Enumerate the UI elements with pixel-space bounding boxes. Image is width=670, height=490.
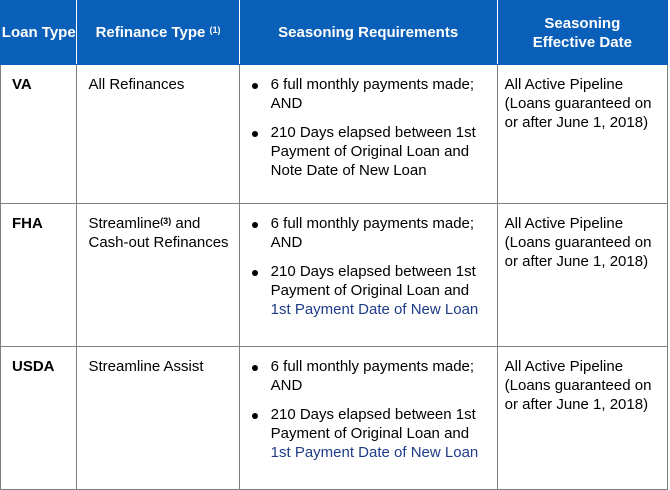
bullet-icon <box>252 413 258 419</box>
requirements-cell <box>239 65 497 204</box>
table-row-va <box>1 65 668 204</box>
bullet-icon <box>252 270 258 276</box>
header-refinance-type: Refinance Type $^{(1)}$ <box>77 1 239 65</box>
list-item: 6 full monthly payments made; AND <box>250 214 491 252</box>
bullet-icon <box>252 365 258 371</box>
refinance-type-cell: Streamline Assist <box>77 347 239 490</box>
first-payment-date-text: 1st Payment Date of New Loan <box>270 301 479 318</box>
requirements-cell <box>239 204 497 347</box>
list-item: 210 Days elapsed between 1st Payment of Original Loan and 1st Payment Date of New Loan <box>250 262 491 319</box>
bullet-icon <box>252 222 258 228</box>
refinance-type-cell: Streamline$^{(3)}$ and Cash-out Refinances <box>77 204 239 347</box>
list-item: 6 full monthly payments made; AND <box>250 357 491 395</box>
effective-date-cell: All Active Pipeline (Loans guaranteed on or after June 1, 2018) <box>497 204 667 347</box>
list-item: 6 full monthly payments made; AND <box>250 75 491 113</box>
table-row-fha <box>1 204 668 347</box>
loan-type-cell: VA <box>1 65 77 204</box>
refinance-type-cell: All Refinances <box>77 65 239 204</box>
header-seasoning-requirements: Seasoning Requirements <box>239 1 497 65</box>
effective-date-cell: All Active Pipeline (Loans guaranteed on or after June 1, 2018) <box>497 65 667 204</box>
effective-date-cell: All Active Pipeline (Loans guaranteed on or after June 1, 2018) <box>497 347 667 490</box>
footnote-marker: (1) <box>209 25 221 35</box>
requirements-list <box>250 214 491 319</box>
table-row-usda <box>1 347 668 490</box>
loan-type-cell: USDA <box>1 347 77 490</box>
bullet-icon <box>252 131 258 137</box>
footnote-marker: (3) <box>160 216 172 226</box>
loan-type-cell: FHA <box>1 204 77 347</box>
list-item: 210 Days elapsed between 1st Payment of Original Loan and Note Date of New Loan <box>250 123 491 180</box>
bullet-icon <box>252 83 258 89</box>
requirements-list <box>250 75 491 180</box>
header-seasoning-effective-date: Seasoning Effective Date <box>497 1 667 65</box>
first-payment-date-text: 1st Payment Date of New Loan <box>270 444 479 461</box>
header-row <box>1 1 668 65</box>
list-item: 210 Days elapsed between 1st Payment of Original Loan and 1st Payment Date of New Loan <box>250 405 491 462</box>
header-loan-type: Loan Type <box>1 1 77 65</box>
requirements-list <box>250 357 491 462</box>
requirements-cell <box>239 347 497 490</box>
